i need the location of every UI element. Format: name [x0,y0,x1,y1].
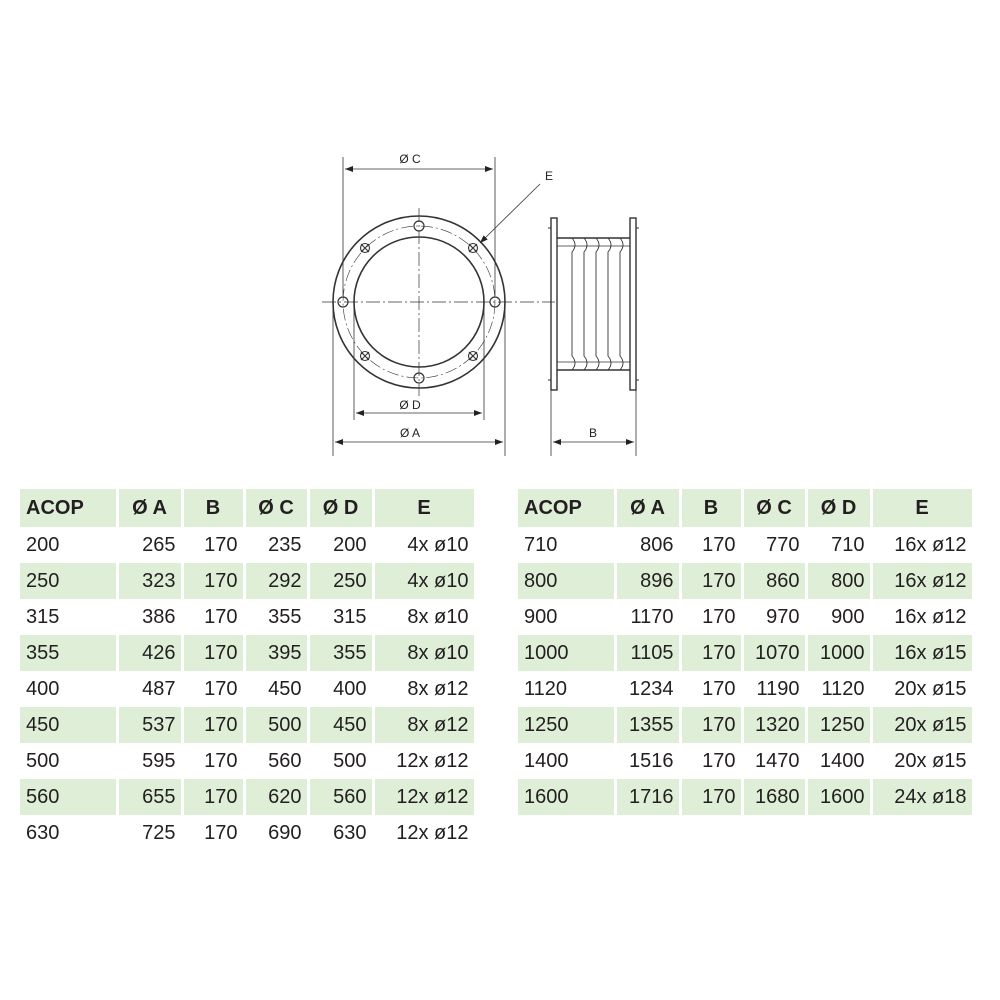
table-cell: 630 [20,815,117,851]
column-header: Ø A [117,489,182,527]
table-cell: 170 [680,599,742,635]
table-cell: 1355 [615,707,680,743]
table-cell: 900 [518,599,615,635]
table-row [518,527,973,563]
table-row [518,635,973,671]
column-header: E [871,489,973,527]
table-cell: 1250 [518,707,615,743]
table-row [20,779,475,815]
table-cell: 1105 [615,635,680,671]
table-cell: 620 [244,779,308,815]
table-cell: 800 [518,563,615,599]
table-cell: 1234 [615,671,680,707]
table-cell: 12x ø12 [373,743,475,779]
table-cell: 400 [20,671,117,707]
dimensions-table-left [20,489,477,851]
column-header: Ø C [244,489,308,527]
table-cell: 16x ø12 [871,527,973,563]
table-cell: 8x ø12 [373,671,475,707]
table-cell: 16x ø12 [871,563,973,599]
table-row [518,563,973,599]
table-cell: 630 [308,815,373,851]
table-cell: 970 [742,599,806,635]
duct-tube-inner [557,246,630,362]
table-row [20,599,475,635]
table-cell: 315 [20,599,117,635]
table-cell: 170 [182,599,244,635]
table-cell: 20x ø15 [871,707,973,743]
table-cell: 1516 [615,743,680,779]
table-cell: 1400 [518,743,615,779]
dimensions-table-right [518,489,975,815]
table-row [518,599,973,635]
table-cell: 170 [680,743,742,779]
left-flange-plate [551,218,557,390]
table-cell: 170 [182,527,244,563]
table-cell: 1600 [518,779,615,815]
table-header-row [20,489,475,527]
table-cell: 595 [117,743,182,779]
table-cell: 170 [182,743,244,779]
table-cell: 8x ø10 [373,635,475,671]
table-cell: 1250 [806,707,871,743]
callout-e-label: E [545,169,554,183]
table-cell: 355 [244,599,308,635]
flange-side-view [548,218,639,390]
table-cell: 250 [308,563,373,599]
table-cell: 355 [308,635,373,671]
table-cell: 16x ø15 [871,635,973,671]
table-row [20,635,475,671]
table-cell: 8x ø12 [373,707,475,743]
table-cell: 450 [20,707,117,743]
table-row [20,815,475,851]
table-cell: 400 [308,671,373,707]
table-cell: 16x ø12 [871,599,973,635]
table-cell: 537 [117,707,182,743]
table-cell: 170 [680,563,742,599]
table-row [518,671,973,707]
column-header: B [680,489,742,527]
table-cell: 200 [20,527,117,563]
table-row [20,563,475,599]
dimension-d-label: Ø D [399,398,421,412]
table-cell: 487 [117,671,182,707]
column-header: Ø C [742,489,806,527]
table-cell: 560 [308,779,373,815]
table-cell: 655 [117,779,182,815]
flange-technical-drawing [0,0,1000,480]
table-cell: 1170 [615,599,680,635]
table-cell: 355 [20,635,117,671]
table-cell: 1000 [806,635,871,671]
table-cell: 170 [182,815,244,851]
table-cell: 450 [308,707,373,743]
table-cell: 170 [182,779,244,815]
column-header: E [373,489,475,527]
table-cell: 690 [244,815,308,851]
table-cell: 170 [680,779,742,815]
table-row [518,743,973,779]
table-cell: 12x ø12 [373,779,475,815]
column-header: Ø D [806,489,871,527]
table-cell: 170 [680,671,742,707]
table-cell: 1600 [806,779,871,815]
table-cell: 8x ø10 [373,599,475,635]
table-cell: 395 [244,635,308,671]
table-row [20,527,475,563]
table-cell: 20x ø15 [871,671,973,707]
table-cell: 170 [680,527,742,563]
table-cell: 1470 [742,743,806,779]
table-cell: 292 [244,563,308,599]
table-cell: 1070 [742,635,806,671]
table-cell: 560 [20,779,117,815]
table-cell: 500 [20,743,117,779]
table-cell: 1320 [742,707,806,743]
table-cell: 450 [244,671,308,707]
table-cell: 323 [117,563,182,599]
table-cell: 170 [182,563,244,599]
table-cell: 170 [680,707,742,743]
table-cell: 426 [117,635,182,671]
table-cell: 250 [20,563,117,599]
table-cell: 800 [806,563,871,599]
table-cell: 170 [182,707,244,743]
table-cell: 770 [742,527,806,563]
column-header: ACOP [20,489,117,527]
table-cell: 806 [615,527,680,563]
table-cell: 1190 [742,671,806,707]
dimension-c-label: Ø C [399,152,421,166]
table-cell: 235 [244,527,308,563]
table-cell: 900 [806,599,871,635]
table-cell: 500 [308,743,373,779]
table-row [518,707,973,743]
table-cell: 860 [742,563,806,599]
table-cell: 1716 [615,779,680,815]
table-cell: 315 [308,599,373,635]
table-cell: 500 [244,707,308,743]
table-cell: 710 [518,527,615,563]
callout-e-leader [480,184,540,243]
table-cell: 1680 [742,779,806,815]
table-cell: 170 [182,635,244,671]
column-header: Ø A [615,489,680,527]
table-row [20,707,475,743]
table-header-row [518,489,973,527]
table-cell: 725 [117,815,182,851]
table-cell: 170 [680,635,742,671]
column-header: Ø D [308,489,373,527]
column-header: ACOP [518,489,615,527]
table-cell: 1400 [806,743,871,779]
table-cell: 20x ø15 [871,743,973,779]
table-cell: 710 [806,527,871,563]
dimension-b-label: B [588,426,598,440]
flange-front-view [322,208,555,396]
table-row [20,743,475,779]
right-flange-plate [630,218,636,390]
table-cell: 1000 [518,635,615,671]
table-cell: 560 [244,743,308,779]
table-row [20,671,475,707]
table-row [518,779,973,815]
column-header: B [182,489,244,527]
table-cell: 1120 [806,671,871,707]
dimension-a-label: Ø A [399,426,421,440]
table-cell: 200 [308,527,373,563]
corrugation-lines [572,238,623,370]
table-cell: 4x ø10 [373,563,475,599]
dimension-b [551,390,636,456]
table-cell: 265 [117,527,182,563]
table-cell: 896 [615,563,680,599]
duct-tube-outline [557,238,630,370]
table-cell: 1120 [518,671,615,707]
table-cell: 386 [117,599,182,635]
table-cell: 12x ø12 [373,815,475,851]
table-cell: 24x ø18 [871,779,973,815]
table-cell: 4x ø10 [373,527,475,563]
table-cell: 170 [182,671,244,707]
